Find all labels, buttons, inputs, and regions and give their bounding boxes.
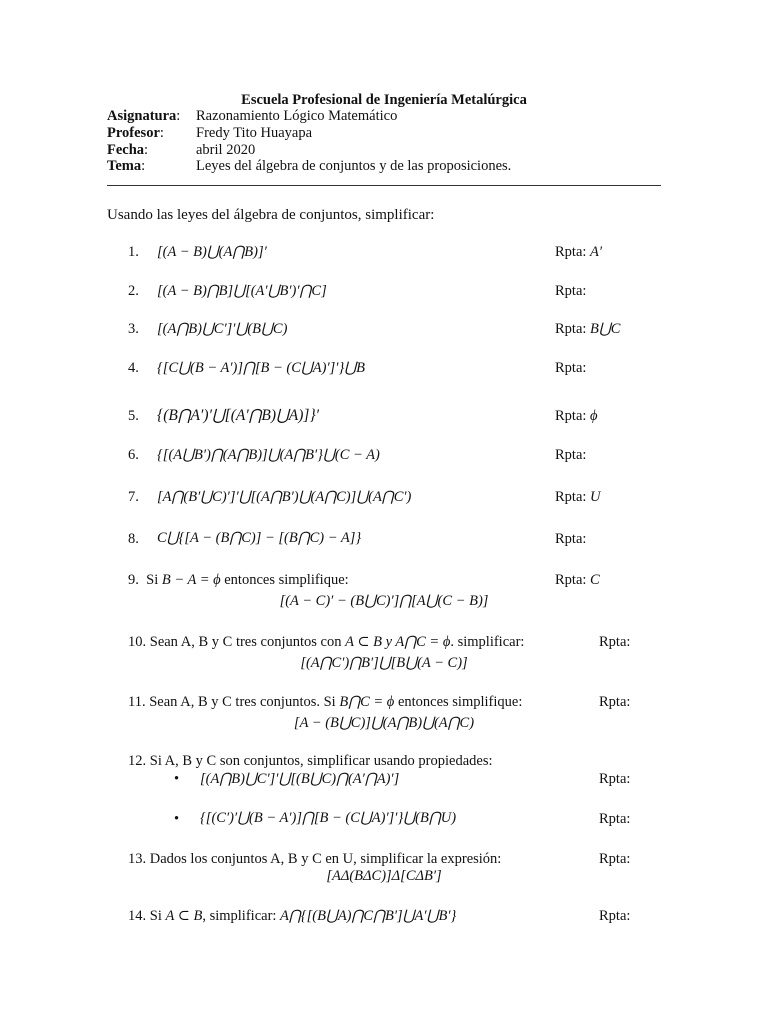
problem-12a-answer: Rpta: [599,771,631,787]
field-value-fecha: abril 2020 [196,142,256,158]
field-value-asignatura: Razonamiento Lógico Matemático [196,108,398,124]
problem-14-answer: Rpta: [599,908,631,924]
field-label-profesor: Profesor: [107,125,164,141]
problem-3-expression: [(A⋂B)⋃C′]′⋃(B⋃C) [157,321,288,337]
problem-12b-answer: Rpta: [599,811,631,827]
problem-11-expression: [A − (B⋃C)]⋃(A⋂B)⋃(A⋂C) [293,715,475,731]
problem-5-answer: Rpta: ϕ [555,408,598,424]
field-value-tema: Leyes del álgebra de conjuntos y de las proposiciones. [196,158,512,174]
problem-3-number: 3. [128,321,139,337]
problem-8-expression: C⋃{[A − (B⋂C)] − [(B⋂C) − A]} [157,530,362,546]
problem-13-answer: Rpta: [599,851,631,867]
field-label-asignatura: Asignatura: [107,108,181,124]
problem-13-statement: 13. Dados los conjuntos A, B y C en U, simplificar la expresión: [128,851,502,867]
problem-1-answer: Rpta: A′ [555,244,603,260]
problem-10-expression: [(A⋂C′)⋂B′]⋃[B⋃(A − C)] [300,655,468,671]
problem-3-answer: Rpta: B⋃C [555,321,621,337]
problem-2-number: 2. [128,283,139,299]
problem-9-answer: Rpta: C [555,572,600,588]
problem-6-number: 6. [128,447,139,463]
problem-2-answer: Rpta: [555,283,587,299]
problem-2-expression: [(A − B)⋂B]⋃[(A′⋃B′)′⋂C] [157,283,327,299]
problem-8-number: 8. [128,531,139,547]
problem-5-number: 5. [128,408,139,424]
problem-9-expression: [(A − C)′ − (B⋃C)′]⋂[A⋃(C − B)] [279,593,489,609]
problem-12-statement: 12. Si A, B y C son conjuntos, simplificar usando propiedades: [128,753,493,769]
problem-1-number: 1. [128,244,139,260]
problem-14-statement: 14. Si A ⊂ B, simplificar: A⋂{[(B⋃A)⋂C⋂B′]⋃A′⋃B′} [128,908,457,924]
field-label-tema: Tema: [107,158,146,174]
problem-10-statement: 10. Sean A, B y C tres conjuntos con A ⊂ B y A⋂C = ϕ. simplificar: [128,634,525,650]
problem-13-expression: [AΔ(BΔC)]Δ[CΔB′] [326,868,442,884]
problem-4-number: 4. [128,360,139,376]
instructions: Usando las leyes del álgebra de conjuntos, simplificar: [107,207,435,223]
problem-9-statement: 9. Si B − A = ϕ entonces simplifique: [128,572,349,588]
field-label-fecha: Fecha: [107,142,149,158]
problem-5-expression: {(B⋂A′)′⋃[(A′⋂B)⋃A)]}′ [157,407,320,424]
problem-6-answer: Rpta: [555,447,587,463]
problem-12a-bullet: • [174,771,180,787]
problem-7-expression: [A⋂(B′⋃C)′]′⋃[(A⋂B′)⋃(A⋂C)]⋃(A⋂C′) [157,489,412,505]
problem-10-answer: Rpta: [599,634,631,650]
problem-1-expression: [(A − B)⋃(A⋂B)]′ [157,244,267,260]
problem-12b-bullet: • [174,811,180,827]
problem-4-expression: {[C⋃(B − A′)]⋂[B − (C⋃A)′]′}⋃B [157,360,366,376]
field-value-profesor: Fredy Tito Huayapa [196,125,312,141]
problem-11-answer: Rpta: [599,694,631,710]
problem-8-answer: Rpta: [555,531,587,547]
header-divider [107,185,661,186]
problem-7-answer: Rpta: U [555,489,601,505]
problem-4-answer: Rpta: [555,360,587,376]
problem-12b-expression: {[(C′)′⋃(B − A′)]⋂[B − (C⋃A)′]′}⋃(B⋂U) [200,810,457,826]
problem-7-number: 7. [128,489,139,505]
problem-11-statement: 11. Sean A, B y C tres conjuntos. Si B⋂C = ϕ entonces simplifique: [128,694,523,710]
page-title: Escuela Profesional de Ingeniería Metalúrgica [241,92,527,108]
problem-12a-expression: [(A⋂B)⋃C′]′⋃[(B⋃C)⋂(A′⋂A)′] [200,771,400,787]
problem-6-expression: {[(A⋃B′)⋂(A⋂B)]⋃(A⋂B′}⋃(C − A) [157,447,380,463]
